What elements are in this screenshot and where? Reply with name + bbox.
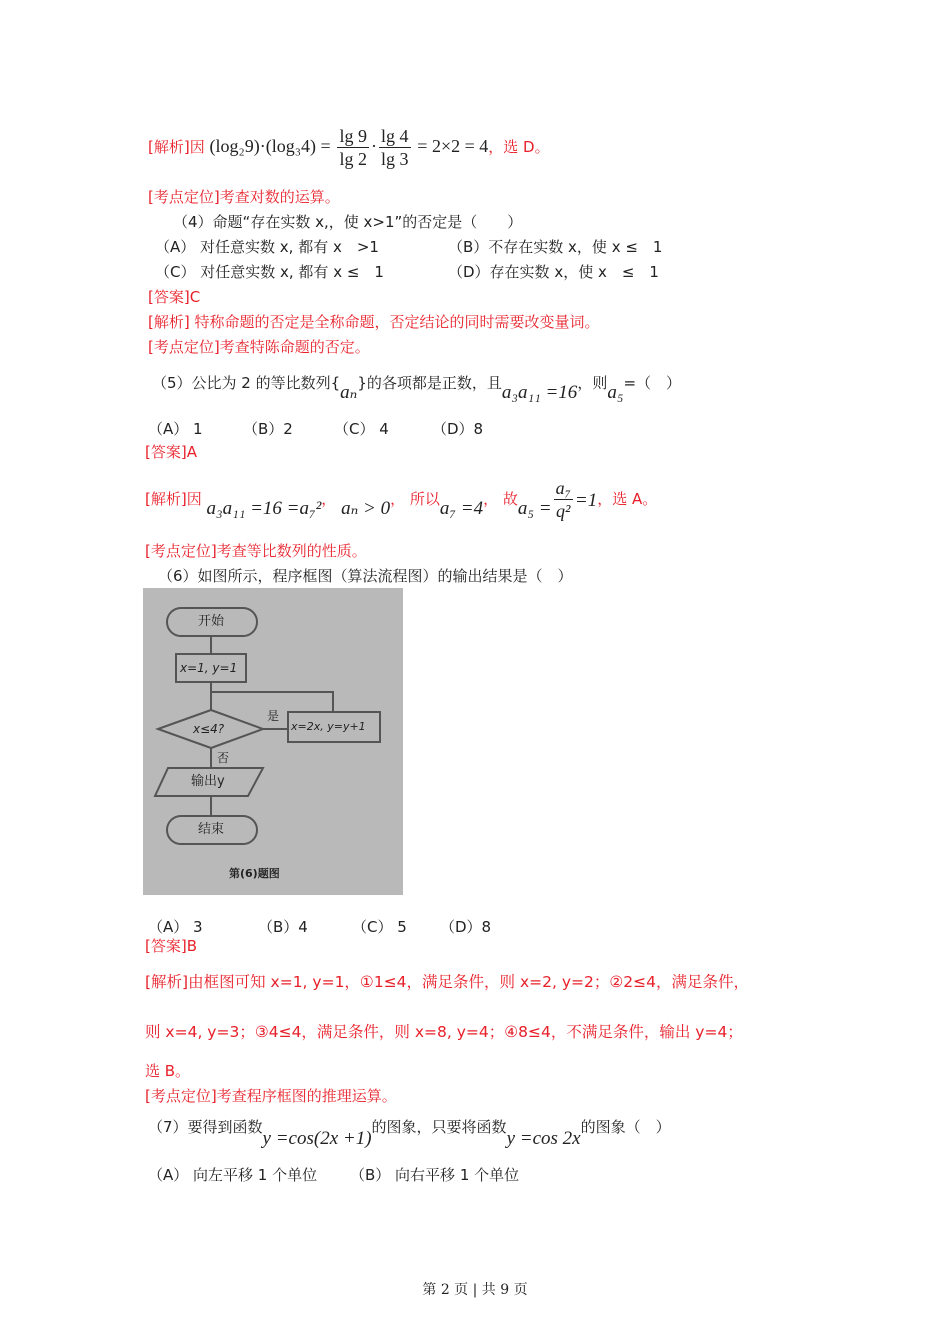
fraction <box>379 125 411 170</box>
flowchart-no: 否 <box>217 751 230 765</box>
formula: y =cos(2x +1) <box>262 1128 372 1149</box>
answer-value: C <box>189 288 201 306</box>
answer-tag: [答案] <box>145 937 187 955</box>
page-footer: 第 2 页 | 共 9 页 <box>422 1282 528 1298</box>
point-text: 考查等比数列的性质。 <box>216 542 367 560</box>
q7-stem <box>148 1110 671 1156</box>
denominator: lg 2 <box>339 149 367 169</box>
text: 所以 <box>409 490 440 508</box>
flowchart-init: x=1, y=1 <box>180 661 238 675</box>
formula: a₃a₁₁ =16 <box>501 382 578 403</box>
formula: a₅ = <box>517 498 552 519</box>
flowchart-image <box>143 588 403 895</box>
q4-analysis <box>148 312 600 332</box>
text: ， <box>483 490 499 508</box>
formula: a₇ =4 <box>439 498 484 519</box>
point-text: 考查对数的运算。 <box>219 188 340 206</box>
formula: (log₂9)·(log₃4) = <box>209 136 331 156</box>
formula: a₅ <box>607 382 624 403</box>
formula: aₙ <box>340 382 358 403</box>
point-text: 考查特陈命题的否定。 <box>219 338 370 356</box>
flowchart-update: x=2x, y=y+1 <box>291 720 366 733</box>
q5-point <box>145 541 367 561</box>
analysis-text: 由框图可知 x=1, y=1，①1≤4，满足条件，则 x=2, y=2；②2≤4，满足条件， <box>188 973 749 991</box>
analysis-tag: [解析] <box>148 313 190 331</box>
q4-option-a: （A） 对任意实数 x, 都有 x >1 <box>155 238 379 256</box>
analysis-text: 特称命题的否定是全称命题，否定结论的同时需要改变量词。 <box>189 313 600 331</box>
q5-analysis <box>145 476 657 532</box>
answer-tag: [答案] <box>148 288 190 306</box>
formula: = 2×2 = 4 <box>417 136 489 156</box>
text: ， <box>390 490 406 508</box>
q7-option-a: （A） 向左平移 1 个单位 <box>148 1166 318 1184</box>
q5-option-d: （D）8 <box>432 420 484 438</box>
q6-analysis <box>145 972 749 992</box>
flowchart-start: 开始 <box>198 614 225 629</box>
q4-stem: （4）命题“存在实数 x,，使 x>1”的否定是（ ） <box>173 213 523 231</box>
flowchart-yes: 是 <box>267 709 280 723</box>
point-tag: [考点定位] <box>145 1087 217 1105</box>
q3-analysis <box>148 124 550 170</box>
formula: y =cos 2x <box>506 1128 581 1149</box>
flowchart-condition: x≤4? <box>193 722 225 736</box>
formula: a₃a₁₁ =16 =a₇² <box>206 498 322 519</box>
text: （7）要得到函数 <box>148 1118 263 1136</box>
text: 因 <box>186 490 202 508</box>
q6-option-b: （B）4 <box>258 918 308 936</box>
q6-option-a: （A） 3 <box>148 918 203 936</box>
q4-option-c: （C） 对任意实数 x, 都有 x ≤ 1 <box>155 263 384 281</box>
flowchart-lines <box>143 588 403 895</box>
point-tag: [考点定位] <box>148 188 220 206</box>
text: ，选 A。 <box>597 490 658 508</box>
numerator: lg 4 <box>381 126 409 146</box>
q6-answer <box>145 936 197 956</box>
fraction <box>554 477 573 522</box>
q3-point <box>148 187 340 207</box>
q5-stem <box>152 366 681 410</box>
flowchart-end: 结束 <box>198 822 225 837</box>
q6-point <box>145 1086 397 1106</box>
q6-option-d: （D）8 <box>440 918 492 936</box>
fraction <box>337 125 369 170</box>
q7-option-b: （B） 向右平移 1 个单位 <box>350 1166 520 1184</box>
q4-point <box>148 337 370 357</box>
numerator: a₇ <box>555 478 571 498</box>
text: 的图象（ ） <box>580 1118 671 1136</box>
q4-answer <box>148 287 200 307</box>
q5-answer <box>145 442 197 462</box>
analysis-tag: [解析] <box>148 138 190 156</box>
q6-stem: （6）如图所示，程序框图（算法流程图）的输出结果是（ ） <box>158 567 573 585</box>
formula: =1 <box>574 490 598 511</box>
text: ， <box>321 490 337 508</box>
point-tag: [考点定位] <box>148 338 220 356</box>
point-text: 考查程序框图的推理运算。 <box>216 1087 397 1105</box>
denominator: lg 3 <box>381 149 409 169</box>
text: 因 <box>189 138 205 156</box>
q6-analysis-line3: 选 B。 <box>145 1062 191 1080</box>
q6-analysis-line2: 则 x=4, y=3；③4≤4，满足条件，则 x=8, y=4；④8≤4，不满足条件，输出 y=4； <box>145 1023 743 1041</box>
text: =（ ） <box>623 374 682 392</box>
text: ，则 <box>577 374 608 392</box>
dot: · <box>371 136 377 156</box>
q5-option-a: （A） 1 <box>148 420 203 438</box>
point-tag: [考点定位] <box>145 542 217 560</box>
denominator: q² <box>556 501 571 521</box>
flowchart-output: 输出y <box>191 774 225 789</box>
q5-option-c: （C） 4 <box>334 420 389 438</box>
text: ，选 D。 <box>488 138 550 156</box>
answer-value: A <box>186 443 197 461</box>
text: 故 <box>502 490 518 508</box>
q4-option-b: （B）不存在实数 x，使 x ≤ 1 <box>448 238 663 256</box>
flowchart-caption: 第(6)题图 <box>229 867 280 880</box>
q4-option-d: （D）存在实数 x，使 x ≤ 1 <box>448 263 659 281</box>
text: 的图象，只要将函数 <box>371 1118 507 1136</box>
text: }的各项都是正数，且 <box>357 374 502 392</box>
q5-option-b: （B）2 <box>243 420 293 438</box>
answer-tag: [答案] <box>145 443 187 461</box>
text: （5）公比为 2 的等比数列{ <box>152 374 341 392</box>
answer-value: B <box>186 937 198 955</box>
formula: aₙ > 0 <box>341 498 391 519</box>
analysis-tag: [解析] <box>145 490 187 508</box>
analysis-tag: [解析] <box>145 973 189 991</box>
numerator: lg 9 <box>339 126 367 146</box>
q6-option-c: （C） 5 <box>352 918 407 936</box>
